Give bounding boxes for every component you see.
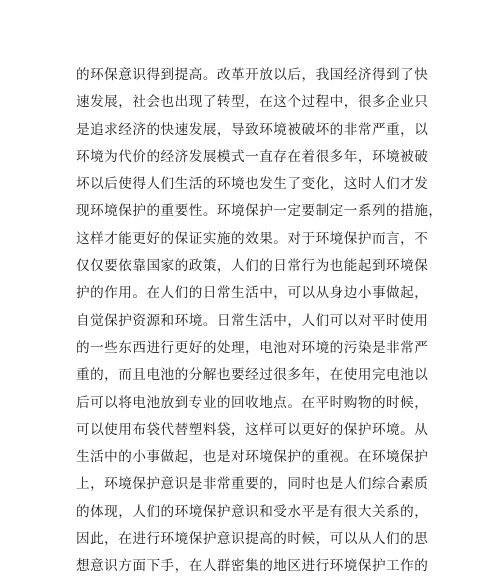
text-line-11: 的一些东西进行更好的处理，电池对环境的污染是非常严	[76, 339, 429, 356]
text-line-5: 坏以后使得人们生活的环境也发生了变化，这时人们才发	[76, 176, 429, 193]
text-line-7: 这样才能更好的保证实施的效果。对于环境保护而言，不	[76, 230, 429, 247]
text-line-2: 速发展，社会也出现了转型，在这个过程中，很多企业只	[76, 94, 429, 111]
text-line-18: 因此，在进行环境保护意识提高的时候，可以从人们的思	[76, 531, 429, 548]
text-line-16: 上，环境保护意识是非常重要的，同时也是人们综合素质	[76, 476, 429, 493]
text-line-10: 自觉保护资源和环境。日常生活中，人们可以对平时使用	[76, 312, 429, 329]
text-line-19: 想意识方面下手，在人群密集的地区进行环境保护工作的	[76, 558, 429, 575]
text-line-3: 是追求经济的快速发展，导致环境被破坏的非常严重，以	[76, 121, 429, 138]
text-line-4: 环境为代价的经济发展模式一直存在着很多年，环境被破	[76, 148, 429, 165]
text-line-14: 可以使用布袋代替塑料袋，这样可以更好的保护环境。从	[76, 421, 429, 438]
text-line-17: 的体现，人们的环境保护意识和受水平是有很大关系的，	[76, 503, 429, 520]
text-line-1: 的环保意识得到提高。改革开放以后，我国经济得到了快	[76, 67, 429, 83]
text-line-15: 生活中的小事做起，也是对环境保护的重视。在环境保护	[76, 449, 429, 466]
text-line-9: 护的作用。在人们的日常生活中，可以从身边小事做起，	[76, 285, 429, 302]
text-line-12: 重的，而且电池的分解也要经过很多年，在使用完电池以	[76, 367, 429, 384]
text-line-13: 后可以将电池放到专业的回收地点。在平时购物的时候，	[76, 394, 429, 411]
text-line-6: 现环境保护的重要性。环境保护一定要制定一系列的措施，	[76, 203, 443, 220]
body-text	[76, 62, 443, 581]
text-line-8: 仅仅要依靠国家的政策，人们的日常行为也能起到环境保	[76, 258, 429, 275]
